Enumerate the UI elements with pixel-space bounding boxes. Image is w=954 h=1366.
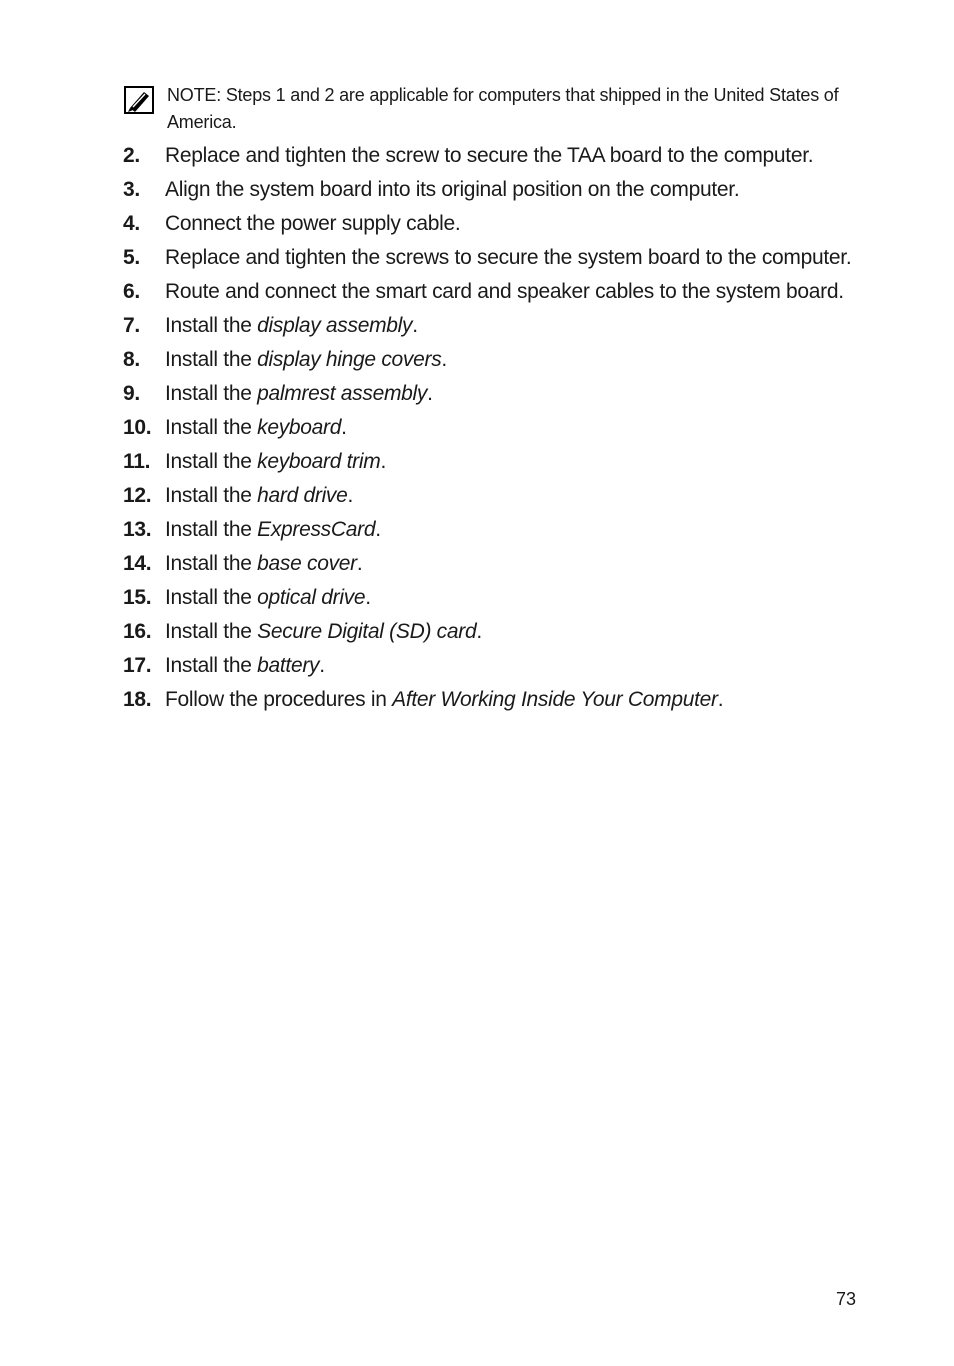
note-block [124, 82, 854, 136]
step-item [123, 584, 863, 611]
step-item [123, 244, 863, 271]
step-item [123, 550, 863, 577]
step-punctuation: . [427, 382, 433, 405]
step-item [123, 686, 863, 713]
step-link-text: keyboard [257, 416, 342, 439]
step-link-text: palmrest assembly [257, 382, 428, 405]
step-punctuation: . [412, 314, 418, 337]
step-link-text: ExpressCard [257, 518, 376, 541]
step-number: 7. [123, 314, 140, 337]
step-number: 15. [123, 586, 152, 609]
step-text: Install the [165, 654, 258, 677]
step-text: Install the [165, 586, 258, 609]
step-text: Replace and tighten the screws to secure the system board to the computer. [165, 246, 852, 269]
step-punctuation: . [347, 484, 354, 507]
step-text: Install the [165, 552, 258, 575]
note-body: Steps 1 and 2 are applicable for computers that shipped in the United States of America. [167, 85, 839, 132]
step-number: 16. [123, 620, 152, 643]
step-text: Connect the power supply cable. [165, 212, 461, 235]
step-item [123, 516, 863, 543]
step-item [123, 448, 863, 475]
step-item [123, 210, 863, 237]
step-text: Replace and tighten the screw to secure the TAA board to the computer. [165, 144, 814, 167]
step-text: Install the [165, 450, 258, 473]
page-number: 73 [836, 1289, 857, 1309]
step-item [123, 380, 863, 407]
step-punctuation: . [356, 552, 363, 575]
step-number: 12. [123, 484, 152, 507]
step-text: Install the [165, 348, 258, 371]
step-number: 3. [123, 178, 140, 201]
step-number: 5. [123, 246, 140, 269]
step-link-text: optical drive [257, 586, 366, 609]
step-item [123, 618, 863, 645]
step-punctuation: . [380, 450, 386, 473]
step-punctuation: . [341, 416, 347, 439]
step-link-text: battery [257, 654, 320, 677]
step-number: 2. [123, 144, 140, 167]
step-link-text: hard drive [257, 484, 348, 507]
step-text: Install the [165, 518, 258, 541]
step-number: 18. [123, 688, 152, 711]
step-number: 11. [123, 450, 151, 473]
step-number: 6. [123, 280, 140, 303]
step-punctuation: . [375, 518, 381, 541]
step-item [123, 176, 863, 203]
step-text: Follow the procedures in [165, 688, 393, 711]
step-number: 4. [123, 212, 140, 235]
step-number: 13. [123, 518, 152, 541]
step-link-text: After Working Inside Your Computer [392, 688, 718, 711]
step-number: 14. [123, 552, 152, 575]
step-item [123, 414, 863, 441]
step-number: 17. [123, 654, 152, 677]
step-item [123, 142, 863, 169]
step-item [123, 652, 863, 679]
note-label: NOTE: [167, 85, 222, 105]
step-punctuation: . [476, 620, 482, 643]
step-item [123, 312, 863, 339]
step-number: 8. [123, 348, 140, 371]
step-text: Install the [165, 484, 258, 507]
step-number: 10. [123, 416, 152, 439]
step-punctuation: . [319, 654, 325, 677]
step-number: 9. [123, 382, 140, 405]
step-text: Install the [165, 314, 258, 337]
step-text: Align the system board into its original position on the computer. [165, 178, 740, 201]
step-item [123, 278, 863, 305]
step-text: Install the [165, 382, 258, 405]
step-punctuation: . [717, 688, 724, 711]
step-link-text: display assembly [257, 314, 413, 337]
step-punctuation: . [441, 348, 447, 371]
step-item [123, 482, 863, 509]
step-text: Install the [165, 620, 258, 643]
pencil-note-icon [124, 86, 154, 114]
step-text: Route and connect the smart card and speaker cables to the system board. [165, 280, 844, 303]
step-punctuation: . [365, 586, 371, 609]
note-text-block [167, 82, 854, 136]
step-link-text: Secure Digital (SD) card [257, 620, 477, 643]
step-link-text: keyboard trim [257, 450, 381, 473]
step-item [123, 346, 863, 373]
step-link-text: base cover [257, 552, 357, 575]
step-text: Install the [165, 416, 258, 439]
procedure-steps-list [123, 142, 863, 720]
step-link-text: display hinge covers [257, 348, 442, 371]
